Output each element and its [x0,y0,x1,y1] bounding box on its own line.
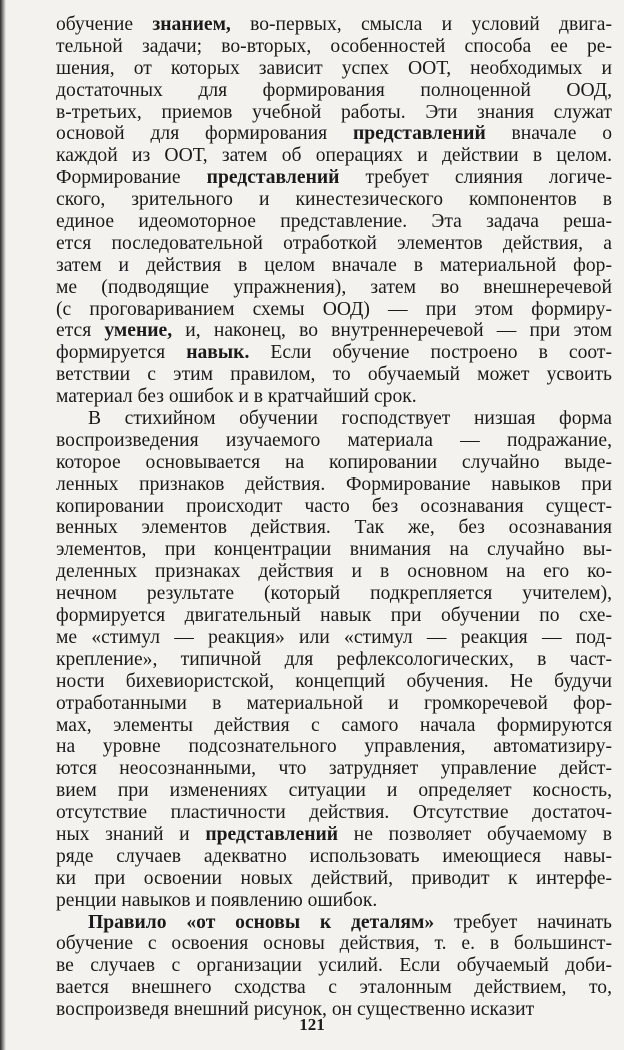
text-line: элементов, при концентрации внимания на случайно вы- [56,539,612,561]
text-line: Правило «от основы к деталям» требует начинать [88,911,612,933]
text-line: вается внешнего сходства с эталонным действием, то, [56,977,612,999]
text-line: каждой из ООТ, затем об операциях и действии в целом. [56,145,612,167]
text-line: ве случаев с организации усилий. Если обучаемый доби- [56,955,612,977]
paragraph-3 [56,912,612,1021]
text-line: отработанными в материальной и громкоречевой фор- [56,692,612,714]
text-line: копировании происходит часто без осознавания сущест- [56,495,612,517]
text-line: обучение знанием, во-первых, смысла и условий двига- [56,14,613,35]
text-line: ки при освоении новых действий, приводит к интерфе- [56,867,612,889]
text-line: обучение с освоения основы действия, т. е. в большинст- [56,933,612,955]
paragraph-2 [56,408,612,911]
text-line: нечном результате (который подкрепляется учителем), [56,583,612,605]
text-line: затем и действия в целом вначале в материальной фор- [56,254,612,276]
text-line: деленных признаках действия и в основном на его ко- [56,561,612,583]
text-line: основой для формирования представлений вначале о [56,123,612,145]
text-line: формируется двигательный навык при обучении по схе- [56,605,612,627]
text-line: крепление», типичной для рефлексологических, в част- [56,648,612,670]
text-line: материал без ошибок и в кратчайший срок. [56,386,417,408]
text-line: единое идеомоторное представление. Эта задача реша- [56,211,612,233]
text-line: шения, от которых зависит успех ООТ, необходимых и [56,57,612,79]
text-line: в-третьих, приемов учебной работы. Эти знания служат [56,101,612,123]
text-line: ского, зрительного и кинестезического компонентов в [56,189,612,211]
paragraph-1 [56,14,612,408]
page-number: 121 [299,1015,325,1034]
text-line: достаточных для формирования полноценной ООД, [56,79,612,101]
book-page-text [56,14,612,1021]
text-line: мах, элементы действия с самого начала формируются [56,714,612,736]
text-line: ется последовательной отработкой элементов действия, а [56,232,612,254]
text-line: ряде случаев адекватно использовать имеющиеся навы- [56,845,612,867]
text-line: ме (подводящие упражнения), затем во внешнеречевой [56,276,612,298]
text-line: ных знаний и представлений не позволяет обучаемому в [56,823,612,845]
text-line: которое основывается на копировании случайно выде- [56,451,612,473]
text-line: ленных признаков действия. Формирование навыков при [56,473,612,495]
text-line: ветствии с этим правилом, то обучаемый может усвоить [56,364,612,386]
text-line: ности бихевиористской, концепций обучения. Не будучи [56,670,612,692]
text-line: венных элементов действия. Так же, без осознавания [56,517,612,539]
text-line: В стихийном обучении господствует низшая форма [88,408,612,430]
text-line: формируется навык. Если обучение построено в соот- [56,342,613,364]
text-line: воспроизведя внешний рисунок, он существенно исказит [56,999,535,1021]
text-line: тельной задачи; во-вторых, особенностей способа ее ре- [56,35,612,57]
text-line: ме «стимул — реакция» или «стимул — реакция — под- [56,626,612,648]
text-line: Формирование представлений требует слияния логиче- [56,167,612,189]
book-binding-shadow [0,0,6,1050]
text-line: ренции навыков и появлению ошибок. [56,889,378,911]
text-line: вием при изменениях ситуации и определяет косность, [56,780,612,802]
text-line: ется умение, и, наконец, во внутреннеречевой — при этом [56,320,612,342]
text-line: (с проговариванием схемы ООД) — при этом формиру- [56,298,612,320]
text-line: ются неосознанными, что затрудняет управление дейст- [56,758,612,780]
text-line: на уровне подсознательного управления, автоматизиру- [56,736,612,758]
text-line: отсутствие пластичности действия. Отсутствие достаточ- [56,802,612,824]
text-line: воспроизведения изучаемого материала — подражание, [56,429,612,451]
